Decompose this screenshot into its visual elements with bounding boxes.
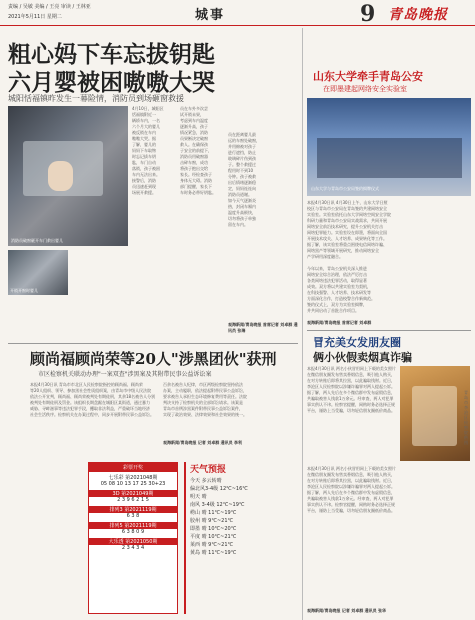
story1-headline-line1[interactable]: 粗心妈下车忘拔钥匙 — [8, 41, 215, 68]
story4-byline: 观海新闻/青岛晚报 记者 刘卓群 通讯员 张华 — [307, 608, 387, 613]
lottery-numbers-5: 2 3 4 3 4 — [121, 545, 145, 551]
lottery-issue-5: 大乐透 第2021050期 — [89, 538, 177, 545]
lottery-box — [88, 462, 178, 614]
masthead-date: 2021年5月11日 星期二 — [8, 14, 62, 20]
story4-body-column-2: 本报4月30日讯 两名小伙冒用网上下载的美女照片 在微信朋友圈发布售卖香烟信息，吸引他人购买， 在对方转账后即将其拉黑，以此骗取钱财。近日， 李沧区人民检察院以涉嫌诈骗罪对两人提起公诉。 据了解，两人先后在多个微信群中发布虚假信息， 共骗取被害人钱款1万余元。经审查，两人对犯罪 事实供认不讳。检察官提醒，网购时务必选择正规 平台，谨防上当受骗，切勿轻信朋友圈低价商品。 — [307, 466, 396, 513]
story2-headline[interactable]: 顾尚福顾尚荣等20人"涉黑团伙"获刑 — [30, 350, 277, 368]
lottery-numbers-4: 6 3 8 0 9 — [121, 529, 145, 535]
story3-body-column-2: 今年以来，青岛公安机关深入推进 网络安全综合治理，依法严厉打击 各类网络违法犯罪活动，取得显著 成效。双方将以共建实验室为契机， 在科技强警、人才培养、技术研发等 方面深化合作，打造校警合作新典范。 签约仪式上，双方为实验室揭牌， 并共同启动了首批合作项目。 — [307, 266, 375, 313]
story1-photo-caption: 消防员破窗砸开车门救出婴儿 — [11, 238, 63, 243]
story4-body-column-1a: 本报4月30日讯 两名小伙冒用网上下载的美女照片 在微信朋友圈发布售卖香烟信息，吸引他人购买， 在对方转账后即将其拉黑，以此骗取钱财。近日， 李沧区人民检察院以涉嫌诈骗罪对两人提起公诉。 据了解，两人先后在多个微信群中发布虚假信息， 共骗取被害人钱款1万余元。经审查，两人对犯罪 事实供认不讳。检察官提醒，网购时务必选择正规 平台，谨防上当受骗，切勿轻信朋友圈低价商品。 — [307, 366, 396, 413]
story4-photo — [400, 366, 470, 461]
newspaper-logo: 青岛晚报 — [388, 7, 448, 23]
weather-title: 天气预报 — [190, 465, 227, 475]
lottery-numbers-2: 2 3 9 6 2 1 5 — [117, 497, 149, 503]
story2-body-column-1: 本报4月30日讯 青岛市市北区人民检察院指控的顾尚福、顾尚荣 等20人组织、领导、参加黑社会性质组织案，由青岛市中级人民法院 依法公开宣判，顾尚福、顾尚荣被判处有期徒刑，其余18名被告人分别 被判处有期徒刑及罚金。该组织长期盘踞在城阳区某街道，通过暴力 威胁、寻衅滋事等违法犯罪手段，攫取非法利益，严重破坏当地经济 社会生活秩序。检察机关在办案过程中，同步开展附带民事公益诉讼。 — [30, 382, 156, 417]
divider — [8, 343, 298, 344]
story3-photo-caption: 山东大学与青岛市公安局签约揭牌仪式 — [311, 186, 379, 191]
masthead — [0, 0, 475, 26]
story1-byline: 观海新闻/青岛晚报 首席记者 刘卓群 通讯员 张瑞 — [228, 322, 298, 333]
story3-subtitle: 在即墨建起网络安全实验室 — [323, 85, 407, 93]
story3-photo — [307, 98, 471, 196]
weather-lines: 今天 多云转晴 偏北风3-4级 12℃~16℃ 明天 晴 南风 3-4级 12℃~19℃ 崂山 晴 11℃~19℃ 胶州 晴 9℃~21℃ 即墨 晴 10℃~20℃ 平度 晴 10℃~21℃ 莱西 晴 9℃~21℃ 黄岛 晴 11℃~19℃ — [190, 478, 248, 556]
story1-headline-line2[interactable]: 六月婴被困嗷嗷大哭 — [8, 69, 215, 96]
story4-photo-caption: 青岛市李沧区检察院供图 — [464, 390, 468, 445]
story4-headline-line2[interactable]: 俩小伙假卖烟真诈骗 — [313, 351, 412, 364]
section-title: 城事 — [195, 8, 226, 23]
lottery-issue-3: 排列3 第2021119期 — [89, 506, 177, 513]
page-number: 9 — [360, 1, 376, 27]
story1-body-column-2: 员在车外多次尝 试开锁未果， 考虑到车内温度 逐渐升高，孩子 情况紧急，消防 员果断决定破窗 救人。在确保孩 子安全的前提下， 消防员用破窗器 击碎车窗，成功 将孩子抱出交给 家长。经检查孩子 身体无大碍。消防 部门提醒，家长下 车时务必带好钥匙。 — [180, 106, 216, 195]
story1-main-photo — [8, 106, 128, 246]
story3-byline: 观海新闻/青岛晚报 首席记者 刘卓群 — [307, 320, 372, 325]
weather-box — [184, 462, 298, 614]
story4-headline-line1[interactable]: 冒充美女发朋友圈 — [313, 336, 401, 349]
lottery-title: 彩票开奖 — [89, 463, 177, 472]
masthead-editor-info: 责编 / 吴敏 美编 / 王亮 审读 / 王林亚 — [8, 4, 91, 10]
lottery-issue-4: 排列5 第2021119期 — [89, 522, 177, 529]
story2-byline: 观海新闻/青岛晚报 记者 刘卓群 通讯员 李利 — [163, 440, 243, 445]
story2-subtitle: 市区检察机关联动办理"一案双查"涉黑案及其附带民事公益诉讼案 — [38, 371, 212, 378]
lottery-issue-1: 七乐彩 第2021048期 — [108, 475, 158, 481]
story1-body-column-1: 4月10日，城阳区 恬福镇附近一 辆轿车内，一名 六个月大的婴儿 被反锁在车内 嗷嗷大哭。据 了解，婴儿的 妈妈下车取物 时忘记拔车钥 匙，车门自动 落锁，孩子被困 车内无法出来。 接警后，消防 员迅速赶到现 场展开救援。 — [132, 106, 164, 195]
story1-body-column-3: 员在距离婴儿最 远的车窗处破窗， 并用棉被对孩子 进行遮挡，防止 玻璃碎片伤到孩 子。整个救援过 程用时不到10 分钟。孩子被救 出后情绪逐渐稳 定，妈妈连连向 消防员道谢。 如今天气逐渐炎 热，封闭车厢内 温度升高极快， 切勿将孩子单独 留在车内。 — [228, 132, 260, 227]
story3-headline[interactable]: 山东大学牵手青岛公安 — [313, 70, 423, 83]
story1-subtitle: 城阳恬福镇昨发生一幕险情，消防员到场砸窗救援 — [8, 94, 184, 103]
story2-body-column-2: 百余名被告人纪律，市区两级检察院坚持依法 办案，主动履职，依法提起附带民事公益诉讼， 要求被告人承担生态环境修复费用等责任。法院 判决支持了检察机关的全部诉讼请求。该案是 青岛市首例涉黑案件附带民事公益诉讼案件， 实现了政治效果、法律效果和社会效果的统一。 — [163, 382, 247, 417]
column-divider — [302, 28, 303, 620]
story1-photo2-caption: 开锁开窗时婴儿 — [10, 288, 38, 293]
story1-secondary-photo — [8, 250, 68, 295]
lottery-issue-2: 3D 第2021049期 — [89, 490, 177, 497]
lottery-numbers-3: 6 3 8 — [126, 513, 140, 519]
story3-body-column-1: 本报4月30日讯 4月30日上午，山东大学日照 校区与青岛市公安局在青岛签约共建网络安全 实验室。实验室依托山东大学网络空间安全学院 科研力量和青岛市公安局实战需求，共同开展 网络安全前沿技术研究，提升公安机关打击 网络犯罪能力。实验室设在即墨，将面向全国 开展技术攻关、人才培养、成果转化等工作。 据了解，该实验室将重点围绕电信网络诈骗、 网络黑产等领域开展研究，推动网络安全 产学研用深度融合。 — [307, 200, 391, 259]
lottery-numbers-1: 05 08 10 13 17 25 30+23 — [100, 481, 166, 487]
divider — [307, 330, 471, 331]
